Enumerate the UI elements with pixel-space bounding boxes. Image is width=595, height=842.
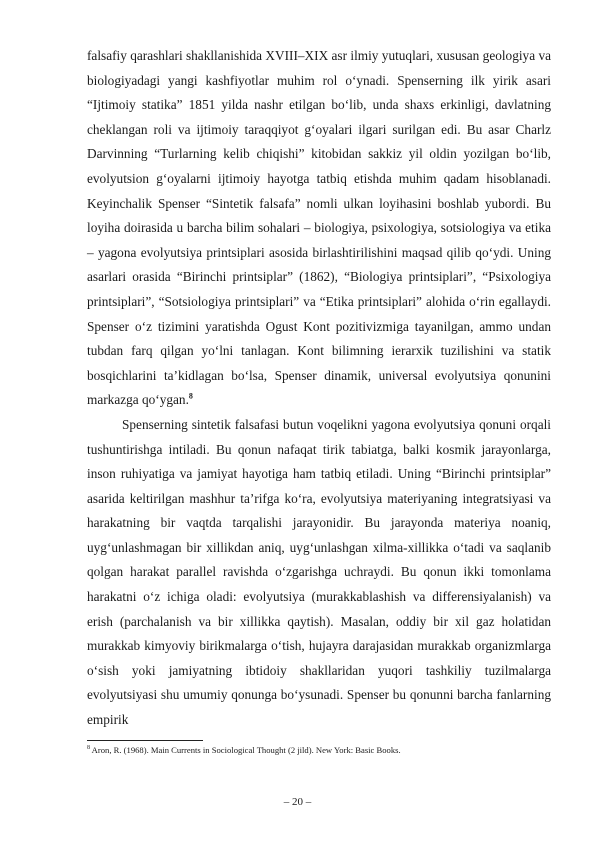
- page-number: – 20 –: [283, 796, 312, 808]
- paragraph-1-text: falsafiy qarashlari shakllanishida XVIII–XIX asr ilmiy yutuqlari, xususan geologiya va biologiyadagi yangi kashfiyotlar muhim rol o‘ynadi. Spenserning ilk yirik asari “Ijtimoiy statika” 1851 yilda nashr etilgan bo‘lib, unda shaxs erkinligi, davlatning cheklangan roli va ijtimoiy taraqqiyot g‘oyalari ilgari surilgan edi. Bu asar Charlz Darvinning “Turlarning kelib chiqishi” kitobidan sakkiz yil oldin yozilgan bo‘lib, evolyutsion g‘oyalarni ijtimoiy hayotga tatbiq etishda muhim qadam hisoblanadi. Keyinchalik Spenser “Sintetik falsafa” nomli ulkan loyihasini boshlab yubordi. Bu loyiha doirasida u barcha bilim sohalari – biologiya, psixologiya, sotsiologiya va etika – yagona evolyutsiya printsiplari asosida birlashtirilishini maqsad qilib qo‘ydi. Uning asarlari orasida “Birinchi printsiplar” (1862), “Biologiya printsiplari”, “Psixologiya printsiplari”, “Sotsiologiya printsiplari” va “Etika printsiplari” alohida o‘rin egallaydi. Spenser o‘z tizimini yaratishda Ogust Kont pozitivizmiga tayanilgan, ammo undan tubdan farq qilgan yo‘lni tanlagan. Kont bilimning ierarxik tuzilishini va statik bosqichlarini ta’kidlagan bo‘lsa, Spenser dinamik, universal evolyutsiya qonunini markazga qo‘ygan.: [87, 48, 551, 408]
- footnote-reference[interactable]: 8: [188, 391, 193, 401]
- page-body: [87, 44, 551, 733]
- footnote-text: Aron, R. (1968). Main Currents in Sociological Thought (2 jild). New York: Basic Books.: [90, 745, 401, 755]
- paragraph-2: Spenserning sintetik falsafasi butun voqelikni yagona evolyutsiya qonuni orqali tushuntirishga intiladi. Bu qonun nafaqat tirik tabiatga, balki kosmik jarayonlarga, inson ruhiyatiga va jamiyat hayotiga ham tatbiq etiladi. Uning “Birinchi printsiplar” asarida keltirilgan mashhur ta’rifga ko‘ra, evolyutsiya materiyaning integratsiyasi va harakatning bir vaqtda tarqalishi jarayonidir. Bu jarayonda materiya noaniq, uyg‘unlashmagan bir xillikdan aniq, uyg‘unlashgan xilma-xillikka o‘tadi va saqlanib qolgan harakat parallel ravishda o‘zgarishga uchraydi. Bu qonun ikki tomonlama harakatni o‘z ichiga oladi: evolyutsiya (murakkablashish va differensiyalanish) va erish (parchalanish va bir xillikka qaytish). Masalan, oddiy bir xil gaz holatidan murakkab kimyoviy birikmalarga o‘tish, hujayra darajasidan murakkab organizmlarga o‘sish yoki jamiyatning ibtidoiy shakllaridan yuqori tashkiliy tuzilmalarga evolyutsiyasi shu umumiy qonunga bo‘ysunadi. Spenser bu qonunni barcha fanlarning empirik: [87, 416, 551, 728]
- footnote-mark: 8: [87, 745, 90, 752]
- footnote: [87, 744, 557, 756]
- paragraph-1: [87, 44, 551, 413]
- footnote-divider: [87, 740, 203, 741]
